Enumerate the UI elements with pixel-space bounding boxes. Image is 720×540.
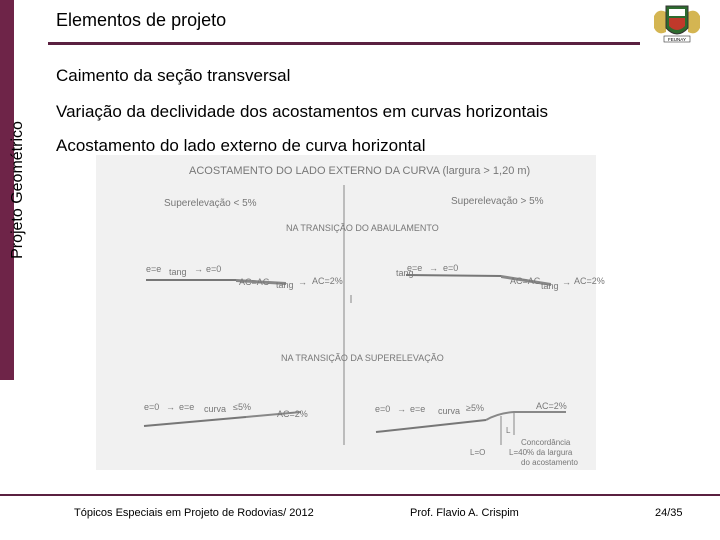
header-divider	[48, 42, 640, 45]
left-case-label: Superelevação < 5%	[164, 198, 257, 209]
shoulder-slope-figure	[96, 155, 605, 470]
tl-arrow2: →	[298, 277, 307, 287]
br-ge5: ≥5%	[466, 403, 484, 413]
tr-arrow: →	[429, 263, 438, 273]
bl-curva: curva	[204, 404, 227, 414]
pavement-line-tr	[406, 275, 501, 276]
br-conc3: do acostamento	[521, 458, 578, 467]
br-conc2: L=40% da largura	[509, 448, 573, 457]
bl-arrow: →	[166, 402, 175, 412]
bl-e1: e=0	[144, 402, 160, 412]
br-l: L	[506, 426, 511, 435]
heading-variacao: Variação da declividade dos acostamentos em curvas horizontais	[56, 102, 549, 121]
university-emblem-icon	[652, 2, 702, 44]
right-case-label: Superelevação > 5%	[451, 196, 544, 207]
pavement-line-bl	[144, 417, 246, 426]
bl-ac2: AC=2%	[277, 409, 308, 419]
br-curva: curva	[438, 406, 461, 416]
br-ac2: AC=2%	[536, 401, 567, 411]
tl-e1: e=e	[146, 264, 162, 274]
tl-ac2: AC=2%	[312, 276, 343, 286]
tl-ac-eq: AC=AC	[239, 277, 270, 287]
bl-e2: e=e	[179, 402, 195, 412]
logo-text: FEUNAY	[668, 37, 686, 42]
br-e2: e=e	[410, 404, 426, 414]
tl-ac-tang: tang	[276, 280, 294, 290]
br-e1: e=0	[375, 404, 391, 414]
tl-tang: tang	[169, 267, 187, 277]
tr-tang: tang	[396, 268, 414, 278]
br-conc1: Concordância	[521, 438, 571, 447]
footer-course: Tópicos Especiais em Projeto de Rodovias/ 2012	[74, 507, 314, 519]
sidebar-label: Projeto Geométrico	[9, 121, 26, 259]
slide-title: Elementos de projeto	[56, 10, 227, 30]
pavement-line-br	[376, 420, 486, 432]
tr-ac-tang: tang	[541, 281, 559, 291]
section-top-label: NA TRANSIÇÃO DO ABAULAMENTO	[286, 223, 439, 233]
tr-ac-eq: AC=AC	[510, 276, 541, 286]
br-l0: L=O	[470, 448, 486, 457]
shoulder-br	[486, 412, 566, 420]
footer-divider	[0, 494, 720, 496]
tl-arrow: →	[194, 264, 203, 274]
tl-e2: e=0	[206, 264, 222, 274]
tr-e2: e=0	[443, 263, 459, 273]
tr-arrow2: →	[562, 277, 571, 287]
footer-professor: Prof. Flavio A. Crispim	[410, 507, 519, 519]
bl-le5: ≤5%	[233, 402, 251, 412]
figure-title: ACOSTAMENTO DO LADO EXTERNO DA CURVA (largura > 1,20 m)	[189, 165, 531, 177]
tr-ac2: AC=2%	[574, 276, 605, 286]
heading-caimento: Caimento da seção transversal	[56, 66, 291, 85]
br-arrow: →	[397, 404, 406, 414]
tr-e1: e=e	[407, 263, 423, 273]
page-number: 24/35	[655, 507, 683, 519]
section-bottom-label: NA TRANSIÇÃO DA SUPERELEVAÇÃO	[281, 353, 444, 363]
heading-acostamento: Acostamento do lado externo de curva horizontal	[56, 136, 426, 155]
